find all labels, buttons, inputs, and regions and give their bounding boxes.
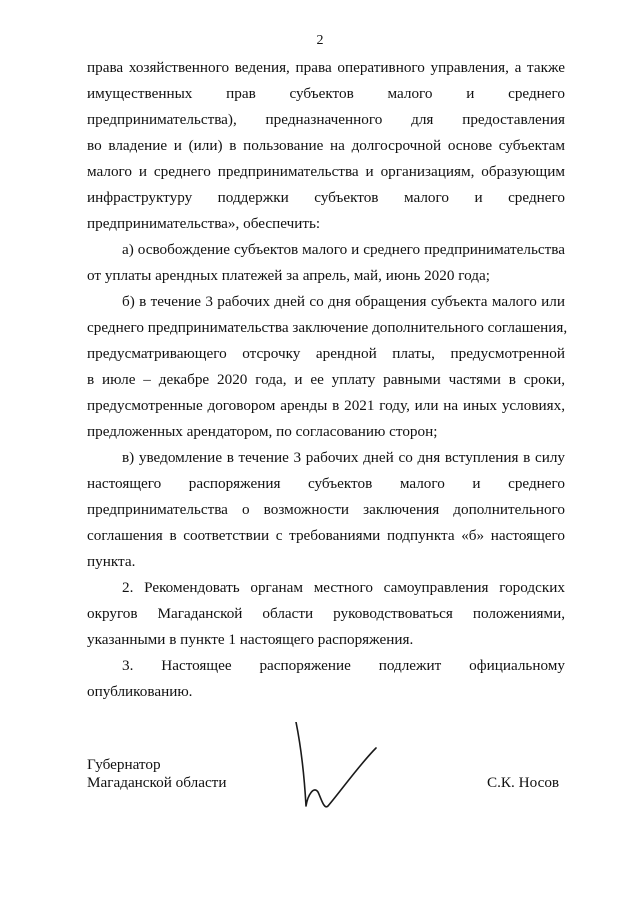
text-line: инфраструктуру поддержки субъектов малого и среднего — [87, 189, 565, 206]
text-line: права хозяйственного ведения, права оперативного управления, а также — [87, 59, 565, 76]
text-line: предложенных арендатором, по согласованию сторон; — [87, 423, 438, 440]
text-line: предпринимательства), предназначенного для предоставления — [87, 111, 565, 128]
page-number: 2 — [316, 33, 324, 48]
text-line: во владение и (или) в пользование на долгосрочной основе субъектам — [87, 137, 565, 154]
text-line: 2. Рекомендовать органам местного самоуправления городских — [122, 579, 565, 596]
text-line: предпринимательства», обеспечить: — [87, 215, 321, 232]
text-line: от уплаты арендных платежей за апрель, май, июнь 2020 года; — [87, 267, 490, 284]
signatory-title-line2: Магаданской области — [87, 774, 227, 791]
text-line: указанными в пункте 1 настоящего распоряжения. — [87, 631, 414, 648]
text-line: в июле – декабре 2020 года, и ее уплату равными частями в сроки, — [87, 371, 565, 388]
text-line: пункта. — [87, 553, 136, 570]
text-line: соглашения в соответствии с требованиями подпункта «б» настоящего — [87, 527, 565, 544]
text-line: 3. Настоящее распоряжение подлежит официальному — [122, 657, 565, 674]
text-line: предпринимательства о возможности заключения дополнительного — [87, 501, 565, 518]
text-line: настоящего распоряжения субъектов малого и среднего — [87, 475, 565, 492]
text-line: округов Магаданской области руководствоваться положениями, — [87, 605, 565, 622]
text-line: среднего предпринимательства заключение дополнительного соглашения, — [87, 319, 568, 336]
text-line: а) освобождение субъектов малого и среднего предпринимательства — [122, 241, 565, 258]
text-line: имущественных прав субъектов малого и среднего — [87, 85, 565, 102]
text-line: предусматривающего отсрочку арендной платы, предусмотренной — [87, 345, 565, 362]
text-line: опубликованию. — [87, 683, 193, 700]
signatory-title-line1: Губернатор — [87, 756, 161, 773]
text-line: предусмотренные договором аренды в 2021 году, или на иных условиях, — [87, 397, 565, 414]
text-line: малого и среднего предпринимательства и организациям, образующим — [87, 163, 565, 180]
handwritten-signature — [290, 722, 390, 822]
text-line: в) уведомление в течение 3 рабочих дней со дня вступления в силу — [122, 449, 565, 466]
signatory-name: С.К. Носов — [487, 774, 560, 791]
text-line: б) в течение 3 рабочих дней со дня обращения субъекта малого или — [122, 293, 565, 310]
